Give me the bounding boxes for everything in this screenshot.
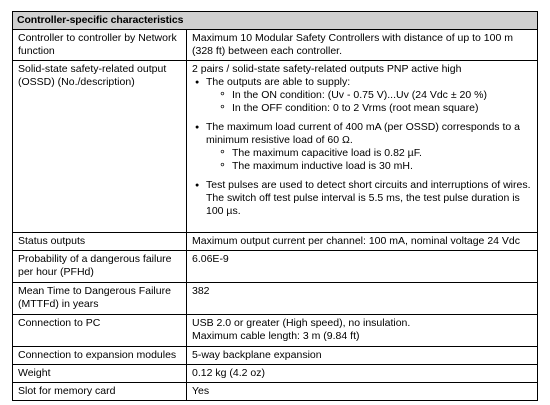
table-row xyxy=(13,233,537,251)
row-label: Connection to expansion modules xyxy=(13,347,187,364)
row-value: 5-way backplane expansion xyxy=(192,349,322,361)
row-label: Controller to controller by Network function xyxy=(13,30,187,60)
row-label: Status outputs xyxy=(13,233,187,250)
row-label: Slot for memory card xyxy=(13,383,187,400)
list-item: ● Test pulses are used to detect short circuits and interruptions of wires. The switch off test pulse interval is 5.5 ms, the test pulse duration is 100 µs. xyxy=(192,179,533,218)
table-row xyxy=(13,315,537,347)
ossd-intro: 2 pairs / solid-state safety-related outputs PNP active high xyxy=(192,63,462,75)
row-label: Connection to PC xyxy=(13,315,187,346)
table-row xyxy=(13,61,537,233)
row-label: Solid-state safety-related output (OSSD) (No./description) xyxy=(13,61,187,232)
row-label: Mean Time to Dangerous Failure (MTTFd) in years xyxy=(13,283,187,314)
list-item: ∘ The maximum inductive load is 30 mH. xyxy=(206,160,533,173)
table-row xyxy=(13,383,537,400)
list-item: ∘ In the OFF condition: 0 to 2 Vrms (root mean square) xyxy=(206,102,533,115)
row-value: USB 2.0 or greater (High speed), no insulation. Maximum cable length: 3 m (9.84 ft) xyxy=(192,317,411,342)
sub-bullet-list xyxy=(206,89,533,115)
row-label: Weight xyxy=(13,365,187,382)
table-row xyxy=(13,251,537,283)
sub-bullet-list xyxy=(206,147,533,173)
list-item: ∘ The maximum capacitive load is 0.82 µF. xyxy=(206,147,533,160)
table-row xyxy=(13,283,537,315)
list-item: ● The outputs are able to supply: ∘ In the ON condition: (Uv - 0.75 V)...Uv (24 Vdc ± 20 %) ∘ In the OFF condition: 0 to 2 Vrms (root mean square) xyxy=(192,76,533,121)
table-header: Controller-specific characteristics xyxy=(13,12,537,30)
row-value: 382 xyxy=(192,285,210,297)
row-value: Yes xyxy=(192,385,210,397)
table-row xyxy=(13,30,537,61)
row-label: Probability of a dangerous failure per hour (PFHd) xyxy=(13,251,187,282)
row-value xyxy=(187,61,537,232)
row-value: Maximum output current per channel: 100 mA, nominal voltage 24 Vdc xyxy=(192,235,521,247)
list-item: ∘ In the ON condition: (Uv - 0.75 V)...Uv (24 Vdc ± 20 %) xyxy=(206,89,533,102)
row-value: 0.12 kg (4.2 oz) xyxy=(192,367,265,379)
row-value: Maximum 10 Modular Safety Controllers with distance of up to 100 m (328 ft) between each controller. xyxy=(192,32,513,57)
row-value: 6.06E-9 xyxy=(192,253,229,265)
list-item: ● The maximum load current of 400 mA (per OSSD) corresponds to a minimum resistive load of 60 Ω. ∘ The maximum capacitive load is 0.82 µF. ∘ The maximum inductive load is 30 mH. xyxy=(192,121,533,179)
characteristics-table xyxy=(12,11,538,401)
table-row xyxy=(13,365,537,383)
ossd-bullet-list xyxy=(192,76,533,218)
table-row xyxy=(13,347,537,365)
